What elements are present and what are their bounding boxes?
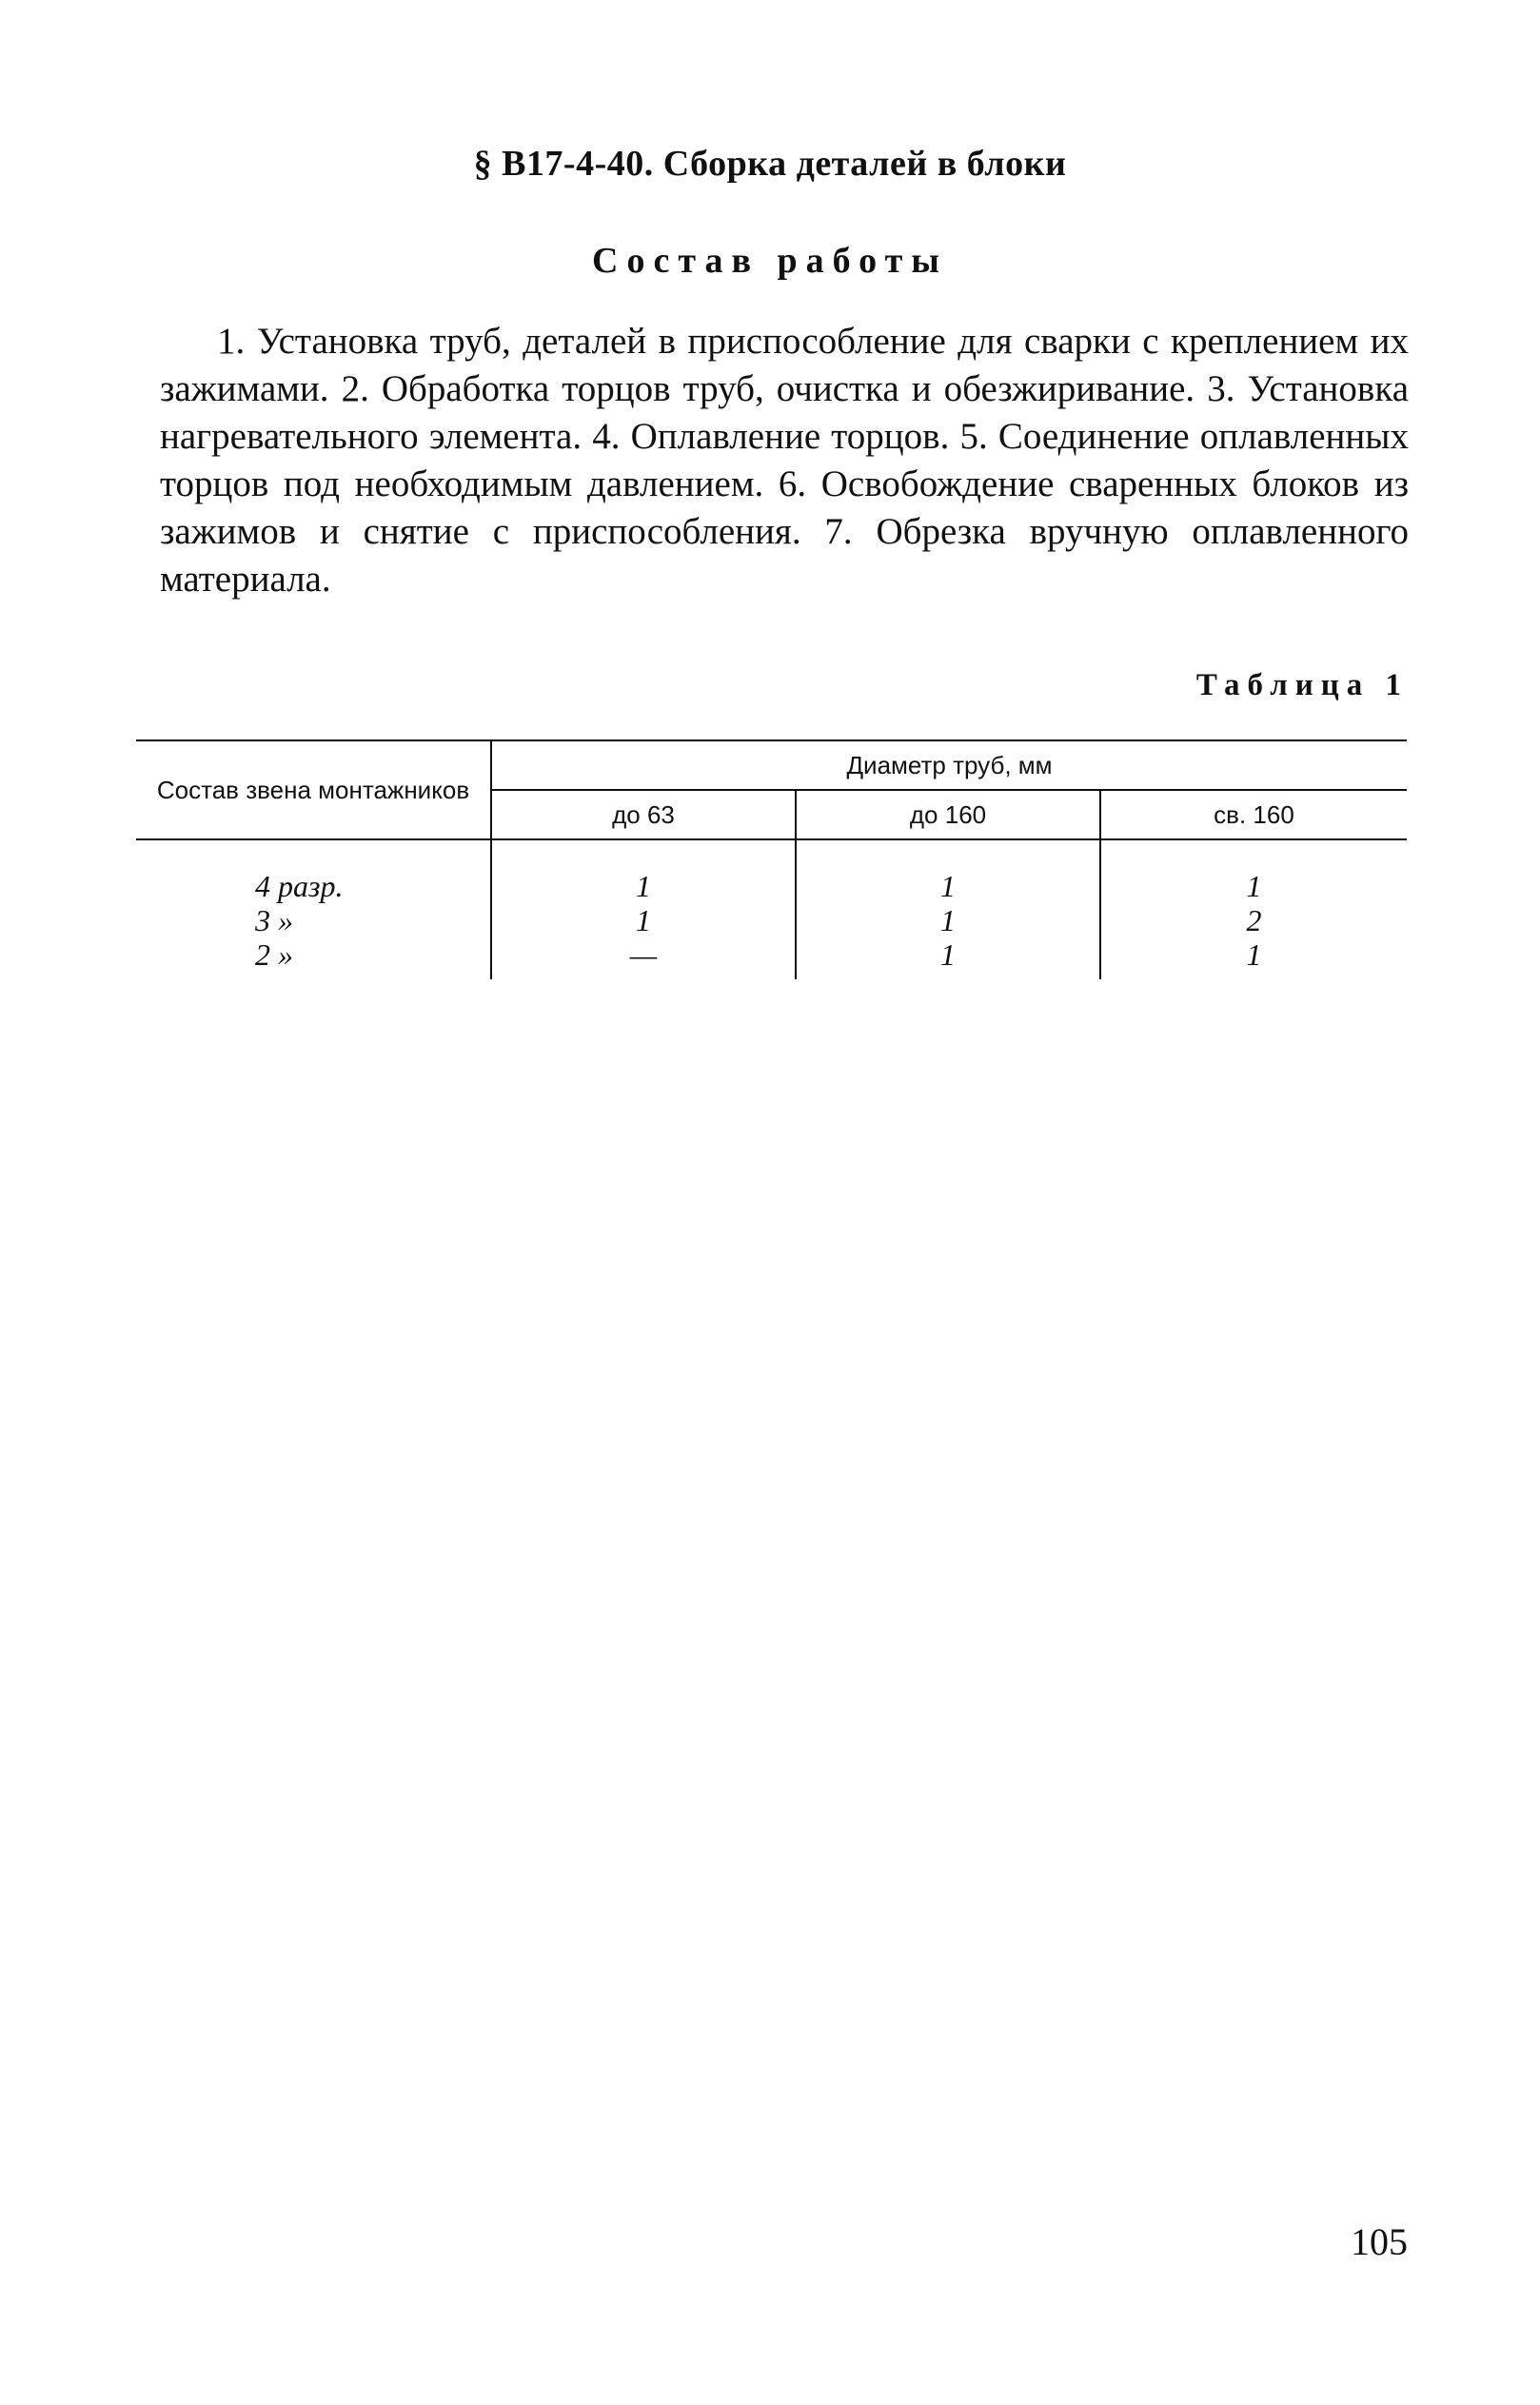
column-header: св. 160 [1100,790,1407,839]
value-cell: 2 [1246,903,1262,937]
page-number: 105 [1351,2220,1408,2263]
table-label: Таблица 1 [1195,668,1409,702]
grade-cell: 2 » [136,937,491,979]
header-pipe-diameter: Диаметр труб, мм [491,740,1407,790]
work-description: 1. Установка труб, деталей в приспособление для сварки с креплением их зажимами. 2. Обработка торцов труб, очистка и обезжиривание. 3. Установка нагревательного элемента. 4. Оплавление торцов. 5. Соединение оплавленных торцов под необходимым давлением. 6. Освобождение сваренных блоков из зажимов и снятие с приспособления. 7. Обрезка вручную оплавленного материала. [160,321,1409,600]
value-cell: 1 [796,839,1100,903]
value-cell: 1 [796,937,1100,979]
value-cell: 1 [1246,937,1262,972]
section-title: § В17-4-40. Сборка деталей в блоки [473,144,1067,184]
value-cell: 1 [491,903,796,937]
column-header: до 160 [796,790,1100,839]
crew-table [136,739,1407,979]
grade-cell: 3 » [136,903,491,937]
subtitle: Состав работы [592,241,948,281]
table-row [136,839,1407,903]
table-row [136,903,1407,937]
table-row [136,937,1407,979]
value-cell: 1 [1246,869,1262,903]
value-cell: — [491,937,796,979]
column-header: до 63 [491,790,796,839]
value-cell: 1 [491,839,796,903]
value-cell: 1 [796,903,1100,937]
grade-cell: 4 разр. [136,839,491,903]
header-crew-composition: Состав звена монтажников [136,740,491,839]
